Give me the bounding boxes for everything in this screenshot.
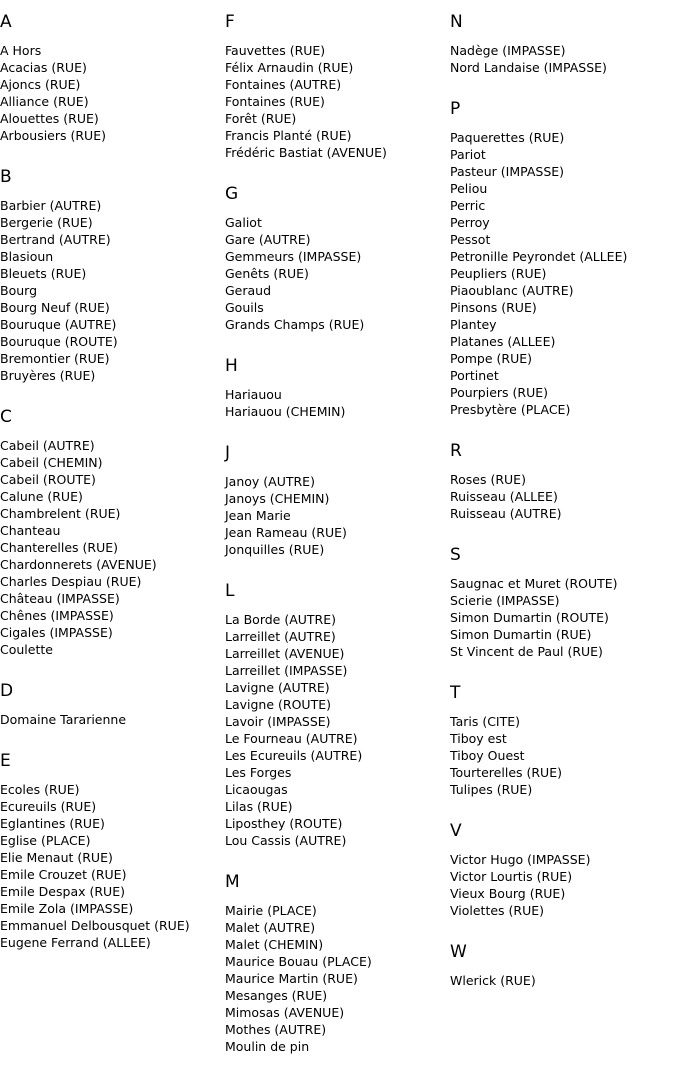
street-link-a-hors[interactable]: A Hors (0, 43, 42, 58)
letter-section-d (0, 681, 225, 728)
street-link-ecureuils-rue[interactable]: Ecureuils (RUE) (0, 799, 97, 814)
street-link-foret-rue[interactable]: Forêt (RUE) (225, 111, 297, 126)
street-link-hariauou[interactable]: Hariauou (225, 387, 282, 402)
street-list (450, 129, 675, 418)
street-link-emile-despax-rue[interactable]: Emile Despax (RUE) (0, 884, 125, 899)
letter-heading: L (225, 581, 235, 601)
street-link-galiot[interactable]: Galiot (225, 215, 262, 230)
street-link-scierie-impasse[interactable]: Scierie (IMPASSE) (450, 593, 560, 608)
street-link-mimosas-avenue[interactable]: Mimosas (AVENUE) (225, 1005, 345, 1020)
street-list (225, 473, 450, 558)
street-link-jean-rameau-rue[interactable]: Jean Rameau (RUE) (225, 525, 347, 540)
street-list (225, 42, 450, 161)
street-link-licaougas[interactable]: Licaougas (225, 782, 288, 797)
street-link-tiboy-est[interactable]: Tiboy est (450, 731, 507, 746)
street-link-lavigne-route[interactable]: Lavigne (ROUTE) (225, 697, 331, 712)
letter-heading: F (225, 12, 235, 32)
street-link-paquerettes-rue[interactable]: Paquerettes (RUE) (450, 130, 565, 145)
street-link-maurice-martin-rue[interactable]: Maurice Martin (RUE) (225, 971, 358, 986)
street-link-taris-cite[interactable]: Taris (CITE) (450, 714, 521, 729)
street-link-simon-dumartin-route[interactable]: Simon Dumartin (ROUTE) (450, 610, 609, 625)
street-list (450, 851, 675, 919)
index-column-3 (450, 0, 675, 989)
street-link-pariot[interactable]: Pariot (450, 147, 486, 162)
letter-section-m (225, 872, 450, 1055)
street-link-chambrelent-rue[interactable]: Chambrelent (RUE) (0, 506, 121, 521)
street-link-bruyeres-rue[interactable]: Bruyères (RUE) (0, 368, 96, 383)
street-link-liposthey-route[interactable]: Liposthey (ROUTE) (225, 816, 343, 831)
street-link-gouils[interactable]: Gouils (225, 300, 264, 315)
street-link-bremontier-rue[interactable]: Bremontier (RUE) (0, 351, 110, 366)
letter-heading: P (450, 99, 461, 119)
street-link-larreillet-autre[interactable]: Larreillet (AUTRE) (225, 629, 336, 644)
letter-section-n (450, 12, 675, 76)
street-link-tulipes-rue[interactable]: Tulipes (RUE) (450, 782, 533, 797)
street-list (450, 42, 675, 76)
street-link-peupliers-rue[interactable]: Peupliers (RUE) (450, 266, 547, 281)
letter-section-t (450, 683, 675, 798)
street-link-mothes-autre[interactable]: Mothes (AUTRE) (225, 1022, 327, 1037)
street-link-cigales-impasse[interactable]: Cigales (IMPASSE) (0, 625, 113, 640)
street-list (450, 575, 675, 660)
street-link-bertrand-autre[interactable]: Bertrand (AUTRE) (0, 232, 111, 247)
street-link-saugnac-et-muret-route[interactable]: Saugnac et Muret (ROUTE) (450, 576, 618, 591)
street-link-pasteur-impasse[interactable]: Pasteur (IMPASSE) (450, 164, 565, 179)
street-link-ruisseau-allee[interactable]: Ruisseau (ALLEE) (450, 489, 558, 504)
street-link-coulette[interactable]: Coulette (0, 642, 53, 657)
street-link-chenes-impasse[interactable]: Chênes (IMPASSE) (0, 608, 114, 623)
letter-section-e (0, 751, 225, 951)
street-link-lou-cassis-autre[interactable]: Lou Cassis (AUTRE) (225, 833, 347, 848)
letter-heading: E (0, 751, 11, 771)
street-link-domaine-tararienne[interactable]: Domaine Tararienne (0, 712, 127, 727)
letter-heading: V (450, 821, 462, 841)
letter-heading: R (450, 441, 462, 461)
street-link-les-ecureuils-autre[interactable]: Les Ecureuils (AUTRE) (225, 748, 363, 763)
street-link-presbytere-place[interactable]: Presbytère (PLACE) (450, 402, 571, 417)
street-link-victor-hugo-impasse[interactable]: Victor Hugo (IMPASSE) (450, 852, 591, 867)
letter-section-w (450, 942, 675, 989)
street-link-la-borde-autre[interactable]: La Borde (AUTRE) (225, 612, 337, 627)
street-link-chardonnerets-avenue[interactable]: Chardonnerets (AVENUE) (0, 557, 157, 572)
letter-heading: A (0, 12, 12, 32)
street-link-charles-despiau-rue[interactable]: Charles Despiau (RUE) (0, 574, 142, 589)
street-link-simon-dumartin-rue[interactable]: Simon Dumartin (RUE) (450, 627, 592, 642)
letter-heading: H (225, 356, 238, 376)
letter-section-v (450, 821, 675, 919)
letter-heading: D (0, 681, 14, 701)
street-link-malet-autre[interactable]: Malet (AUTRE) (225, 920, 316, 935)
street-link-cabeil-route[interactable]: Cabeil (ROUTE) (0, 472, 96, 487)
street-link-acacias-rue[interactable]: Acacias (RUE) (0, 60, 87, 75)
street-link-hariauou-chemin[interactable]: Hariauou (CHEMIN) (225, 404, 346, 419)
street-link-larreillet-impasse[interactable]: Larreillet (IMPASSE) (225, 663, 348, 678)
letter-heading: S (450, 545, 461, 565)
street-link-mairie-place[interactable]: Mairie (PLACE) (225, 903, 317, 918)
street-link-arbousiers-rue[interactable]: Arbousiers (RUE) (0, 128, 106, 143)
street-link-nord-landaise-impasse[interactable]: Nord Landaise (IMPASSE) (450, 60, 607, 75)
street-list (225, 611, 450, 849)
letter-heading: J (225, 443, 231, 463)
street-link-piaoublanc-autre[interactable]: Piaoublanc (AUTRE) (450, 283, 574, 298)
street-link-tiboy-ouest[interactable]: Tiboy Ouest (450, 748, 525, 763)
street-link-eugene-ferrand-allee[interactable]: Eugene Ferrand (ALLEE) (0, 935, 151, 950)
street-link-eglise-place[interactable]: Eglise (PLACE) (0, 833, 91, 848)
street-link-portinet[interactable]: Portinet (450, 368, 499, 383)
street-link-perroy[interactable]: Perroy (450, 215, 490, 230)
street-list (0, 437, 225, 658)
street-list (450, 713, 675, 798)
street-link-jonquilles-rue[interactable]: Jonquilles (RUE) (225, 542, 325, 557)
street-link-bourg-neuf-rue[interactable]: Bourg Neuf (RUE) (0, 300, 110, 315)
street-link-malet-chemin[interactable]: Malet (CHEMIN) (225, 937, 324, 952)
street-link-grands-champs-rue[interactable]: Grands Champs (RUE) (225, 317, 365, 332)
street-link-felix-arnaudin-rue[interactable]: Félix Arnaudin (RUE) (225, 60, 354, 75)
street-link-nadege-impasse[interactable]: Nadège (IMPASSE) (450, 43, 566, 58)
street-link-bergerie-rue[interactable]: Bergerie (RUE) (0, 215, 93, 230)
letter-heading: G (225, 184, 239, 204)
street-link-fontaines-autre[interactable]: Fontaines (AUTRE) (225, 77, 342, 92)
street-link-frederic-bastiat-avenue[interactable]: Frédéric Bastiat (AVENUE) (225, 145, 387, 160)
street-link-emmanuel-delbousquet-rue[interactable]: Emmanuel Delbousquet (RUE) (0, 918, 190, 933)
street-list (225, 386, 450, 420)
street-link-francis-plante-rue[interactable]: Francis Planté (RUE) (225, 128, 352, 143)
street-link-eglantines-rue[interactable]: Eglantines (RUE) (0, 816, 105, 831)
street-link-wlerick-rue[interactable]: Wlerick (RUE) (450, 973, 536, 988)
street-link-jean-marie[interactable]: Jean Marie (225, 508, 291, 523)
street-list (0, 197, 225, 384)
street-link-elie-menaut-rue[interactable]: Elie Menaut (RUE) (0, 850, 113, 865)
street-link-roses-rue[interactable]: Roses (RUE) (450, 472, 526, 487)
street-link-fontaines-rue[interactable]: Fontaines (RUE) (225, 94, 325, 109)
street-link-lavigne-autre[interactable]: Lavigne (AUTRE) (225, 680, 330, 695)
street-link-chanteau[interactable]: Chanteau (0, 523, 61, 538)
letter-section-g (225, 184, 450, 333)
street-link-lavoir-impasse[interactable]: Lavoir (IMPASSE) (225, 714, 331, 729)
letter-section-c (0, 407, 225, 658)
street-link-moulin-de-pin[interactable]: Moulin de pin (225, 1039, 310, 1054)
street-link-geraud[interactable]: Geraud (225, 283, 272, 298)
street-link-genets-rue[interactable]: Genêts (RUE) (225, 266, 309, 281)
street-link-maurice-bouau-place[interactable]: Maurice Bouau (PLACE) (225, 954, 372, 969)
street-link-janoys-chemin[interactable]: Janoys (CHEMIN) (225, 491, 330, 506)
index-column-2 (225, 0, 450, 1055)
street-link-alliance-rue[interactable]: Alliance (RUE) (0, 94, 89, 109)
letter-heading: C (0, 407, 12, 427)
street-link-petronille-peyrondet-allee[interactable]: Petronille Peyrondet (ALLEE) (450, 249, 628, 264)
street-link-platanes-allee[interactable]: Platanes (ALLEE) (450, 334, 556, 349)
street-link-barbier-autre[interactable]: Barbier (AUTRE) (0, 198, 102, 213)
letter-heading: M (225, 872, 240, 892)
street-link-tourterelles-rue[interactable]: Tourterelles (RUE) (450, 765, 562, 780)
street-link-gare-autre[interactable]: Gare (AUTRE) (225, 232, 311, 247)
street-list (225, 902, 450, 1055)
street-link-emile-crouzet-rue[interactable]: Emile Crouzet (RUE) (0, 867, 127, 882)
index-column-1 (0, 0, 225, 951)
street-link-bouruque-route[interactable]: Bouruque (ROUTE) (0, 334, 118, 349)
letter-heading: B (0, 167, 12, 187)
letter-section-r (450, 441, 675, 522)
street-link-bouruque-autre[interactable]: Bouruque (AUTRE) (0, 317, 117, 332)
street-link-larreillet-avenue[interactable]: Larreillet (AVENUE) (225, 646, 345, 661)
street-link-emile-zola-impasse[interactable]: Emile Zola (IMPASSE) (0, 901, 134, 916)
street-link-ruisseau-autre[interactable]: Ruisseau (AUTRE) (450, 506, 562, 521)
street-link-lilas-rue[interactable]: Lilas (RUE) (225, 799, 293, 814)
street-link-st-vincent-de-paul-rue[interactable]: St Vincent de Paul (RUE) (450, 644, 603, 659)
street-link-blasioun[interactable]: Blasioun (0, 249, 54, 264)
letter-section-j (225, 443, 450, 558)
street-link-pinsons-rue[interactable]: Pinsons (RUE) (450, 300, 537, 315)
letter-section-s (450, 545, 675, 660)
letter-section-l (225, 581, 450, 849)
street-link-pompe-rue[interactable]: Pompe (RUE) (450, 351, 533, 366)
letter-section-b (0, 167, 225, 384)
street-list (450, 471, 675, 522)
street-link-violettes-rue[interactable]: Violettes (RUE) (450, 903, 545, 918)
street-link-calune-rue[interactable]: Calune (RUE) (0, 489, 83, 504)
street-list (0, 711, 225, 728)
street-link-fauvettes-rue[interactable]: Fauvettes (RUE) (225, 43, 326, 58)
street-link-peliou[interactable]: Peliou (450, 181, 488, 196)
street-link-pessot[interactable]: Pessot (450, 232, 491, 247)
street-link-ajoncs-rue[interactable]: Ajoncs (RUE) (0, 77, 81, 92)
street-link-ecoles-rue[interactable]: Ecoles (RUE) (0, 782, 80, 797)
street-list (450, 972, 675, 989)
street-link-chanterelles-rue[interactable]: Chanterelles (RUE) (0, 540, 118, 555)
street-link-alouettes-rue[interactable]: Alouettes (RUE) (0, 111, 99, 126)
street-link-pourpiers-rue[interactable]: Pourpiers (RUE) (450, 385, 549, 400)
letter-section-f (225, 12, 450, 161)
street-link-perric[interactable]: Perric (450, 198, 486, 213)
street-link-gemmeurs-impasse[interactable]: Gemmeurs (IMPASSE) (225, 249, 362, 264)
street-list (0, 42, 225, 144)
street-link-bleuets-rue[interactable]: Bleuets (RUE) (0, 266, 87, 281)
letter-section-h (225, 356, 450, 420)
street-link-cabeil-autre[interactable]: Cabeil (AUTRE) (0, 438, 95, 453)
street-link-victor-lourtis-rue[interactable]: Victor Lourtis (RUE) (450, 869, 573, 884)
street-link-chateau-impasse[interactable]: Château (IMPASSE) (0, 591, 120, 606)
street-link-le-fourneau-autre[interactable]: Le Fourneau (AUTRE) (225, 731, 358, 746)
letter-section-p (450, 99, 675, 418)
letter-heading: T (450, 683, 461, 703)
street-list (225, 214, 450, 333)
street-link-bourg[interactable]: Bourg (0, 283, 37, 298)
street-link-vieux-bourg-rue[interactable]: Vieux Bourg (RUE) (450, 886, 566, 901)
street-link-les-forges[interactable]: Les Forges (225, 765, 292, 780)
street-list (0, 781, 225, 951)
letter-heading: N (450, 12, 463, 32)
letter-section-a (0, 12, 225, 144)
street-link-plantey[interactable]: Plantey (450, 317, 497, 332)
street-link-mesanges-rue[interactable]: Mesanges (RUE) (225, 988, 328, 1003)
street-link-janoy-autre[interactable]: Janoy (AUTRE) (225, 474, 315, 489)
letter-heading: W (450, 942, 467, 962)
street-link-cabeil-chemin[interactable]: Cabeil (CHEMIN) (0, 455, 103, 470)
